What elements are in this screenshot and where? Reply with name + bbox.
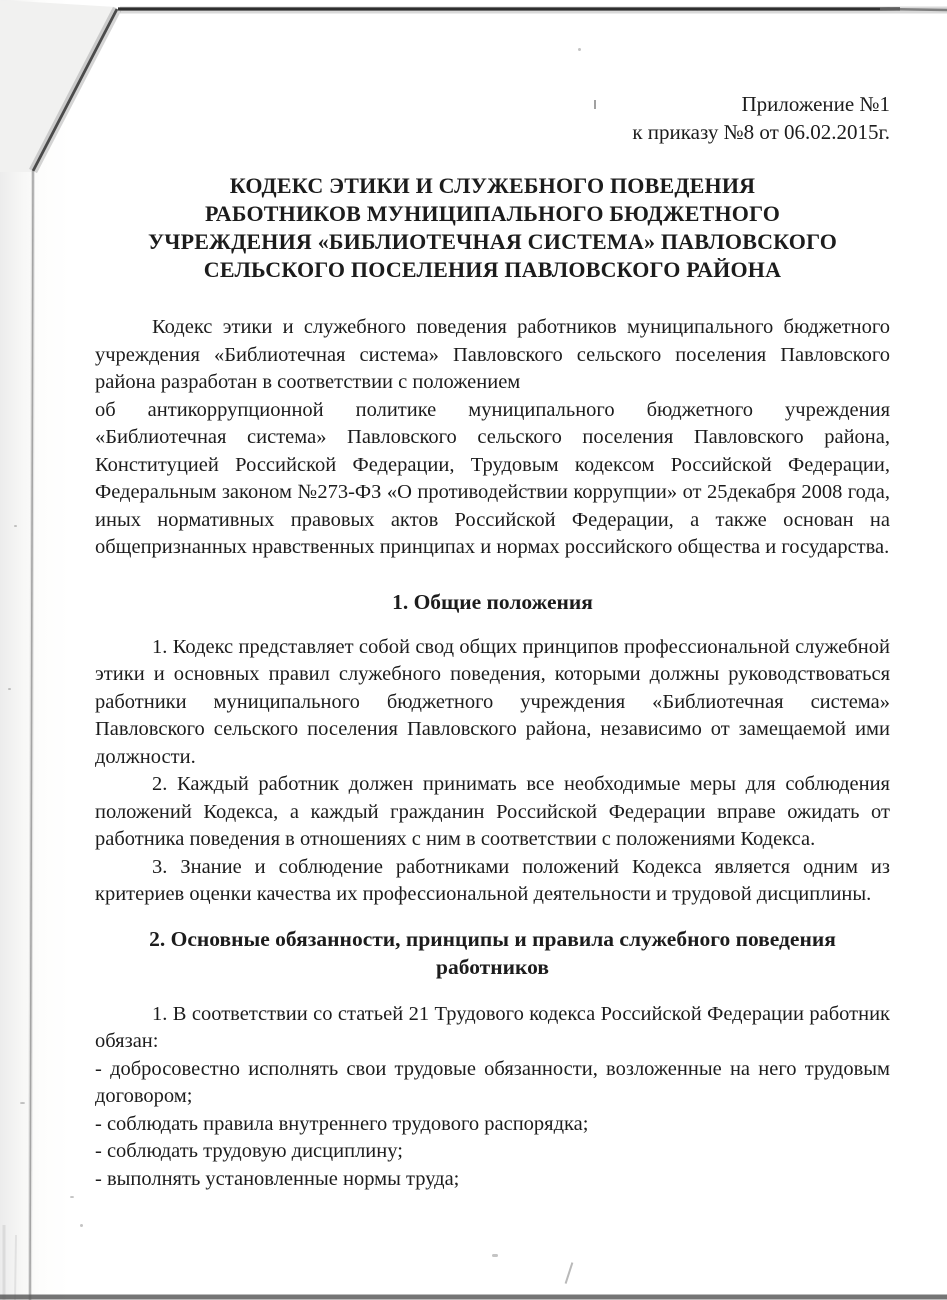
section2-heading: 2. Основные обязанности, принципы и правила служебного поведения работников bbox=[149, 926, 836, 979]
annex-header bbox=[95, 90, 890, 146]
duty-item: - соблюдать правила внутреннего трудового распорядка; bbox=[95, 1112, 589, 1135]
title-line: УЧРЕЖДЕНИЯ «БИБЛИОТЕЧНАЯ СИСТЕМА» ПАВЛОВСКОГО bbox=[147, 229, 838, 254]
title-line: СЕЛЬСКОГО ПОСЕЛЕНИЯ ПАВЛОВСКОГО РАЙОНА bbox=[203, 257, 782, 282]
section1-item-2: 2. Каждый работник должен принимать все необходимые меры для соблюдения положений Кодекса, а каждый гражданин Российской Федерации вправе ожидать от работника поведения в отношениях с ним в соответствии с положениями Кодекса. bbox=[95, 773, 890, 850]
document-title bbox=[95, 172, 890, 284]
duty-item: - добросовестно исполнять свои трудовые обязанности, возложенные на него трудовым договором; bbox=[95, 1057, 890, 1107]
scan-speck bbox=[80, 1224, 83, 1227]
intro-paragraph-part1: Кодекс этики и служебного поведения работников муниципального бюджетного учреждения «Библиотечная система» Павловского сельского поселения Павловского района разработан в соответствии с положением bbox=[95, 316, 890, 393]
section2-lead: 1. В соответствии со статьей 21 Трудового кодекса Российской Федерации работник обязан: bbox=[95, 1002, 890, 1052]
section1-heading: 1. Общие положения bbox=[392, 589, 593, 614]
annex-line-1: Приложение №1 bbox=[741, 92, 890, 116]
annex-line-2: к приказу №8 от 06.02.2015г. bbox=[632, 120, 890, 144]
section1-item-1: 1. Кодекс представляет собой свод общих принципов профессиональной служебной этики и основных правил служебного поведения, которыми должны руководствоваться работники муниципального бюджетного учреждения «Библиотечная система» Павловского сельского поселения Павловского района, независимо от замещаемой ими должности. bbox=[95, 635, 890, 768]
title-line: РАБОТНИКОВ МУНИЦИПАЛЬНОГО БЮДЖЕТНОГО bbox=[204, 201, 781, 226]
scan-speck bbox=[492, 1254, 498, 1257]
duty-item: - соблюдать трудовую дисциплину; bbox=[95, 1140, 403, 1162]
duty-item: - выполнять установленные нормы труда; bbox=[95, 1167, 460, 1190]
intro-paragraph-part2: об антикоррупционной политике муниципального бюджетного учреждения «Библиотечная система» Павловского сельского поселения Павловского района, Конституцией Российской Федерации, Трудовым кодексом Российской Федерации, Федеральным законом №273-ФЗ «О противодействии коррупции» от 25декабря 2008 года, иных нормативных правовых актов Российской Федерации, а также основан на общепризнанных нравственных принципах и нормах российского общества и государства. bbox=[95, 398, 890, 558]
section1-item-3: 3. Знание и соблюдение работниками положений Кодекса является одним из критериев оценки качества их профессиональной деятельности и трудовой дисциплины. bbox=[95, 855, 890, 905]
title-line: КОДЕКС ЭТИКИ И СЛУЖЕБНОГО ПОВЕДЕНИЯ bbox=[229, 173, 756, 198]
scan-speck bbox=[565, 1262, 573, 1283]
scan-speck bbox=[70, 1196, 74, 1198]
